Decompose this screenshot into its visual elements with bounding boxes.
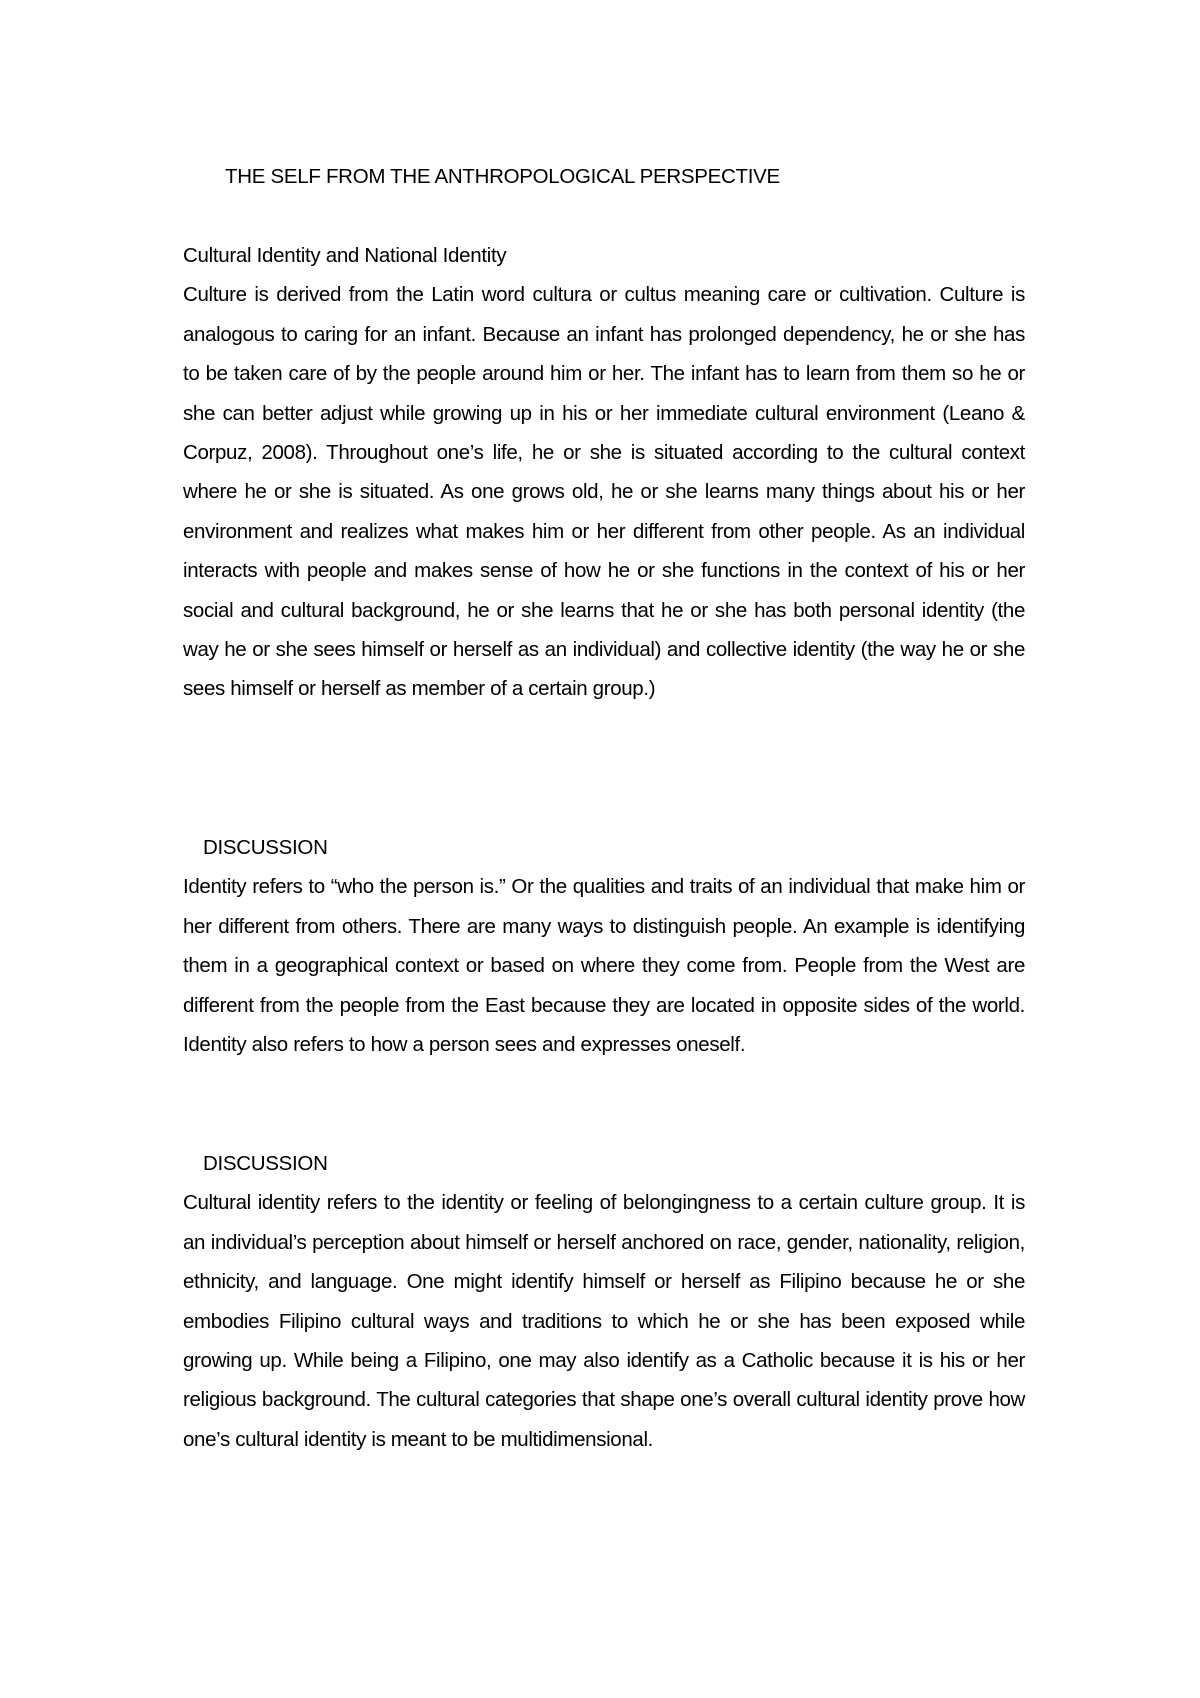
section-heading: DISCUSSION (203, 1152, 328, 1175)
section-heading: Cultural Identity and National Identity (183, 244, 507, 267)
section-cultural-identity (183, 236, 1025, 709)
section-discussion-2 (183, 1144, 1025, 1459)
document-title: THE SELF FROM THE ANTHROPOLOGICAL PERSPECTIVE (225, 165, 780, 188)
section-discussion-1 (183, 828, 1025, 1064)
section-paragraph: Identity refers to “who the person is.” Or the qualities and traits of an individual that make him or her different from others. There are many ways to distinguish people. An example is identifying them in a geographical context or based on where they come from. People from the West are different from the people from the East because they are located in opposite sides of the world. Identity also refers to how a person sees and expresses oneself. (183, 875, 1025, 1057)
section-paragraph: Culture is derived from the Latin word cultura or cultus meaning care or cultivation. Culture is analogous to caring for an infant. Because an infant has prolonged dependency, he or she has to be taken care of by the people around him or her. The infant has to learn from them so he or she can better adjust while growing up in his or her immediate cultural environment (Leano & Corpuz, 2008). Throughout one’s life, he or she is situated according to the cultural context where he or she is situated. As one grows old, he or she learns many things about his or her environment and realizes what makes him or her different from other people. As an individual interacts with people and makes sense of how he or she functions in the context of his or her social and cultural background, he or she learns that he or she has both personal identity (the way he or she sees himself or herself as an individual) and collective identity (the way he or she sees himself or herself as member of a certain group.) (183, 283, 1025, 701)
section-heading: DISCUSSION (203, 836, 328, 859)
section-paragraph: Cultural identity refers to the identity or feeling of belongingness to a certain culture group. It is an individual’s perception about himself or herself anchored on race, gender, nationality, religion, ethnicity, and language. One might identify himself or herself as Filipino because he or she embodies Filipino cultural ways and traditions to which he or she has been exposed while growing up. While being a Filipino, one may also identify as a Catholic because it is his or her religious background. The cultural categories that shape one’s overall cultural identity prove how one’s cultural identity is meant to be multidimensional. (183, 1191, 1025, 1451)
